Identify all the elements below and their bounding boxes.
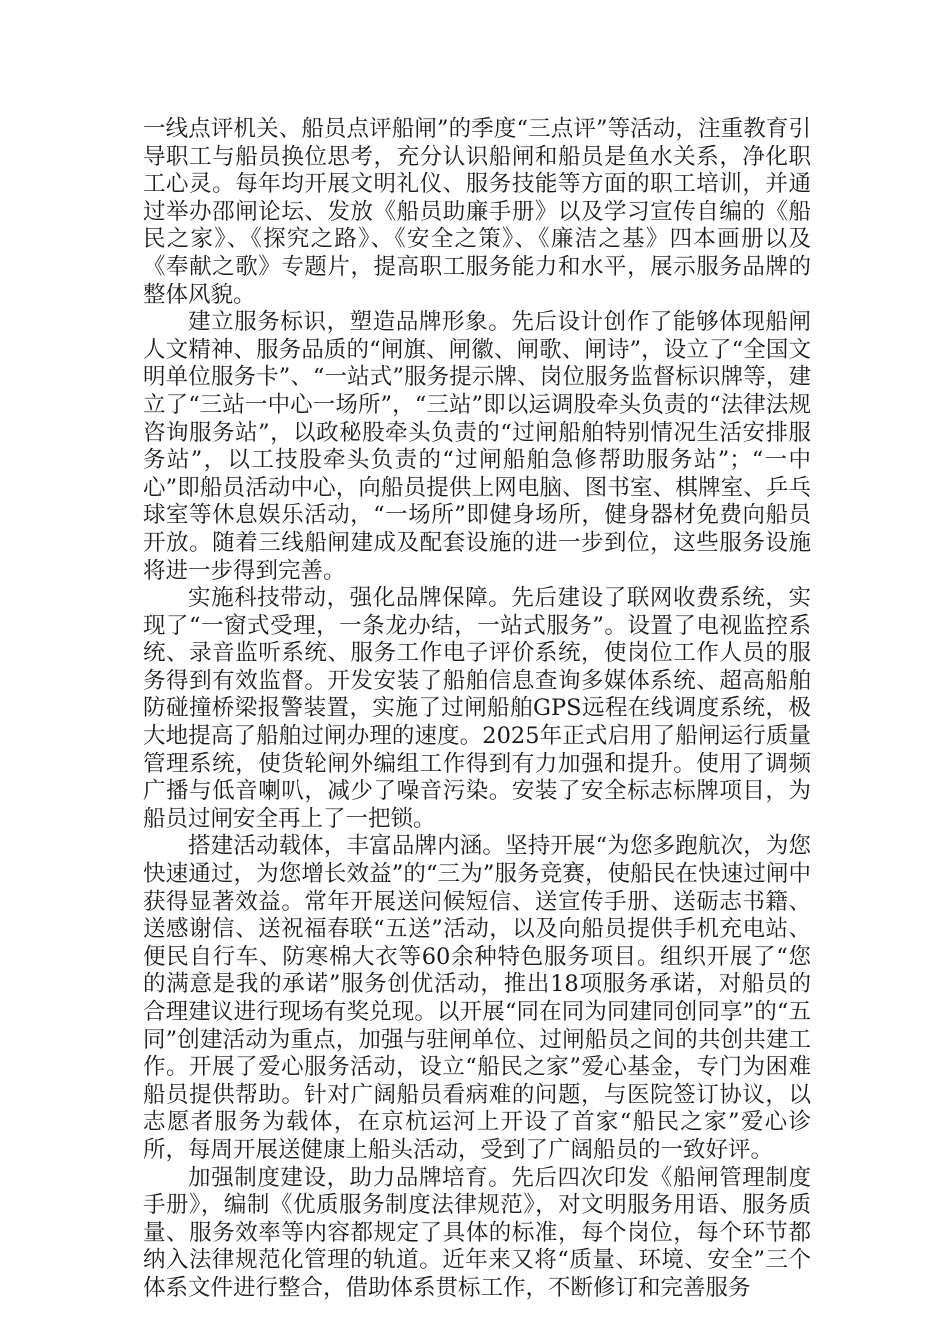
paragraph-2: 建立服务标识，塑造品牌形象。先后设计创作了能够体现船闸人文精神、服务品质的“闸旗、闸徽、闸歌、闸诗”，设立了“全国文明单位服务卡”、“一站式”服务提示牌、岗位服务监督标识牌等，建立了“三站一中心一场所”，“三站”即以运调股牵头负责的“法律法规咨询服务站”，以政秘股牵头负责的“过闸船舶特别情况生活安排服务站”，以工技股牵头负责的“过闸船舶急修帮助服务站”；“一中心”即船员活动中心，向船员提供上网电脑、图书室、棋牌室、乒乓球室等休息娱乐活动，“一场所”即健身场所，健身器材免费向船员开放。随着三线船闸建成及配套设施的进一步到位，这些服务设施将进一步得到完善。 <box>143 309 811 584</box>
paragraph-1: 一线点评机关、船员点评船闸”的季度“三点评”等活动，注重教育引导职工与船员换位思考，充分认识船闸和船员是鱼水关系，净化职工心灵。每年均开展文明礼仪、服务技能等方面的职工培训，并通过举办邵闸论坛、发放《船员助廉手册》以及学习宣传自编的《船民之家》、《探究之路》、《安全之策》、《廉洁之基》四本画册以及《奉献之歌》专题片，提高职工服务能力和水平，展示服务品牌的整体风貌。 <box>143 116 811 308</box>
paragraph-5: 加强制度建设，助力品牌培育。先后四次印发《船闸管理制度手册》，编制《优质服务制度法律规范》，对文明服务用语、服务质量、服务效率等内容都规定了具体的标准，每个岗位，每个环节都纳入法律规范化管理的轨道。近年来又将“质量、环境、安全”三个体系文件进行整合，借助体系贯标工作，不断修订和完善服务 <box>143 1164 811 1301</box>
document-body <box>143 116 811 1303</box>
paragraph-3: 实施科技带动，强化品牌保障。先后建设了联网收费系统，实现了“一窗式受理，一条龙办结，一站式服务”。设置了电视监控系统、录音监听系统、服务工作电子评价系统，使岗位工作人员的服务得到有效监督。开发安装了船舶信息查询多媒体系统、超高船舶防碰撞桥梁报警装置，实施了过闸船舶GPS远程在线调度系统，极大地提高了船舶过闸办理的速度。2025年正式启用了船闸运行质量管理系统，使货轮闸外编组工作得到有力加强和提升。使用了调频广播与低音喇叭，减少了噪音污染。安装了安全标志标牌项目，为船员过闸安全再上了一把锁。 <box>143 585 811 832</box>
paragraph-4: 搭建活动载体，丰富品牌内涵。坚持开展“为您多跑航次，为您快速通过，为您增长效益”的“三为”服务竞赛，使船民在快速过闸中获得显著效益。常年开展送问候短信、送宣传手册、送砺志书籍、送感谢信、送祝福春联“五送”活动，以及向船员提供手机充电站、便民自行车、防寒棉大衣等60余种特色服务项目。组织开展了“您的满意是我的承诺”服务创优活动，推出18项服务承诺，对船员的合理建议进行现场有奖兑现。以开展“同在同为同建同创同享”的“五同”创建活动为重点，加强与驻闸单位、过闸船员之间的共创共建工作。开展了爱心服务活动，设立“船民之家”爱心基金，专门为困难船员提供帮助。针对广阔船员看病难的问题，与医院签订协议，以志愿者服务为载体，在京杭运河上开设了首家“船民之家”爱心诊所，每周开展送健康上船头活动，受到了广阔船员的一致好评。 <box>143 833 811 1163</box>
